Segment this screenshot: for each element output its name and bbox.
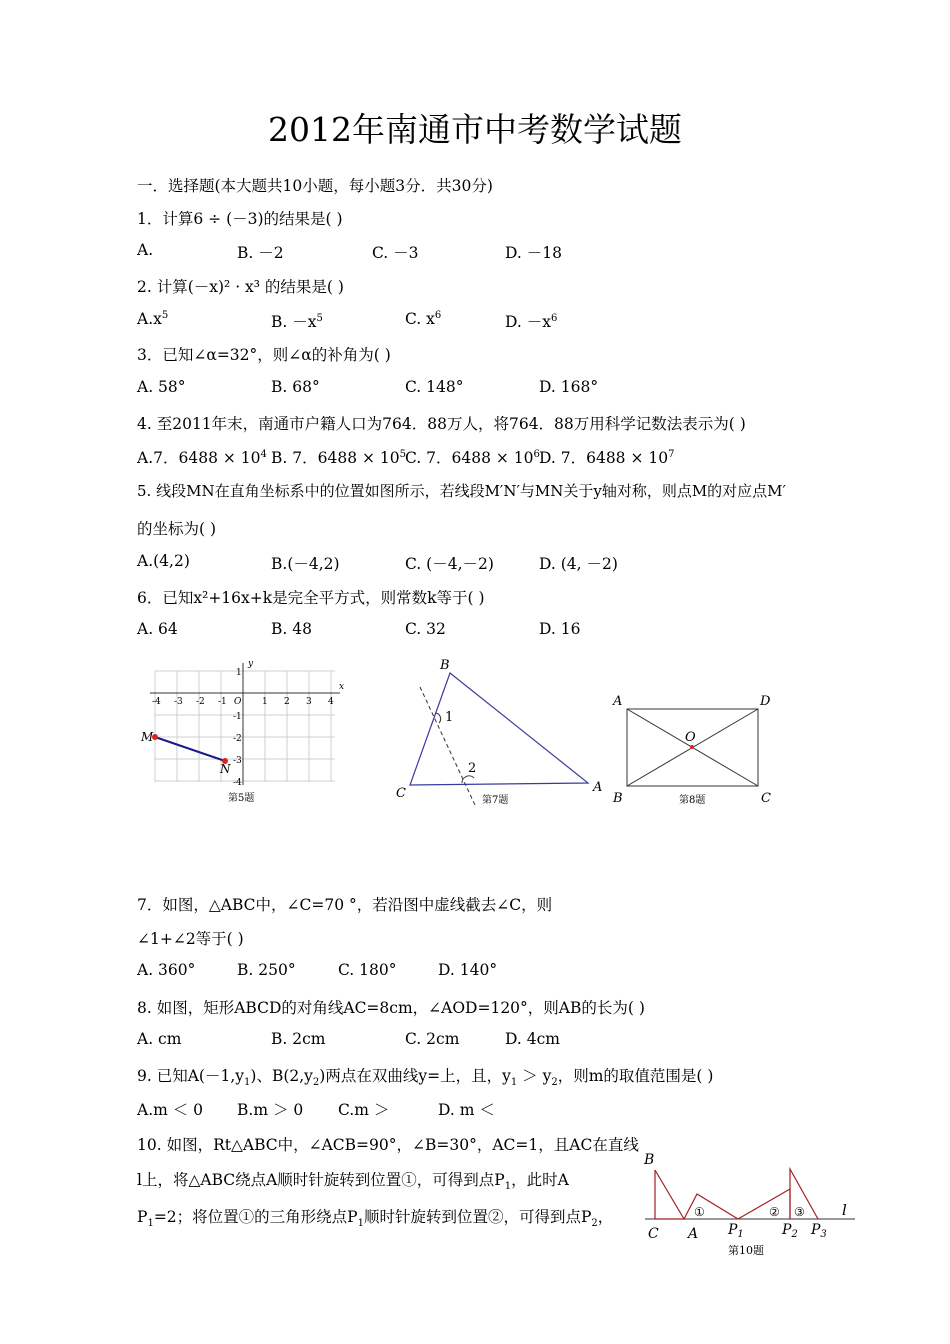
fig8-point-o bbox=[690, 745, 694, 749]
q4-stem: 4. 至2011年末，南通市户籍人口为764．88万人，将764．88万用科学记数法表示为( ) bbox=[137, 415, 746, 433]
q1-option-b: B. －2 bbox=[237, 244, 284, 262]
fig8-caption: 第8题 bbox=[679, 795, 706, 806]
q2-option-b: B. $-x^5$ bbox=[271, 312, 323, 331]
fig8-label-a: A bbox=[613, 694, 623, 709]
q3-option-d: D. 168° bbox=[539, 378, 599, 396]
q9-option-d: D. m ＜ bbox=[438, 1101, 495, 1119]
fig10-triangle-original bbox=[655, 1170, 684, 1219]
q2-option-a: $A.x^5$ bbox=[137, 310, 169, 329]
fig10-label-p3: $P_3$ bbox=[811, 1222, 827, 1240]
q7-option-d: D. 140° bbox=[438, 961, 498, 979]
fig10-label-l: l bbox=[842, 1201, 847, 1219]
q8-option-d: D. 4cm bbox=[505, 1030, 560, 1048]
q10-line3: $P_1=2$；将位置①的三角形绕点$P_1$顺时针旋转到位置②，可得到点$P_2$， bbox=[137, 1208, 614, 1230]
fig7-angle1-arc bbox=[436, 713, 441, 723]
fig5-x-tick: 3 bbox=[306, 697, 312, 707]
fig8-label-d: D bbox=[760, 694, 771, 709]
section-heading: 一．选择题(本大题共10小题，每小题3分．共30分) bbox=[137, 177, 493, 195]
q9-option-b: B.m ＞ 0 bbox=[237, 1101, 304, 1119]
q7-stem-line2: ∠1+∠2等于( ) bbox=[137, 930, 244, 948]
q5-option-d: D. (4, －2) bbox=[539, 555, 618, 573]
fig10-label-pos1: ① bbox=[694, 1205, 705, 1219]
fig10-triangle-pos2 bbox=[738, 1189, 790, 1219]
q1-stem: 1．计算6 ÷ (－3)的结果是( ) bbox=[137, 210, 343, 228]
q5-option-a: A.(4,2) bbox=[137, 552, 190, 570]
fig5-y-axis-label: y bbox=[248, 659, 254, 669]
fig7-label-b: B bbox=[440, 658, 450, 673]
fig7-angle2-arc bbox=[462, 776, 474, 783]
page-title: 2012年南通市中考数学试题 bbox=[268, 110, 682, 149]
fig10-label-a: A bbox=[688, 1226, 699, 1242]
q7-stem-line1: 7．如图，△ABC中，∠C=70 °，若沿图中虚线截去∠C，则 bbox=[137, 896, 553, 914]
fig5-y-tick: -2 bbox=[233, 734, 242, 744]
fig10-label-p1: $P_1$ bbox=[728, 1222, 744, 1240]
fig7-label-angle1: 1 bbox=[445, 710, 454, 725]
q9-option-a: A.m ＜ 0 bbox=[137, 1101, 204, 1119]
fig5-x-tick: -3 bbox=[174, 697, 183, 707]
figure-7-triangle bbox=[390, 655, 610, 810]
q3-option-c: C. 148° bbox=[405, 378, 464, 396]
figure-8-rectangle bbox=[605, 685, 785, 810]
q3-option-b: B. 68° bbox=[271, 378, 320, 396]
fig5-caption: 第5题 bbox=[228, 793, 255, 804]
q7-option-b: B. 250° bbox=[237, 961, 296, 979]
q1-option-a: A. bbox=[137, 241, 154, 259]
q6-option-c: C. 32 bbox=[405, 620, 446, 638]
fig5-x-tick: 4 bbox=[328, 697, 334, 707]
fig5-x-tick: -1 bbox=[218, 697, 227, 707]
fig8-label-b: B bbox=[613, 791, 623, 806]
fig10-label-pos2: ② bbox=[769, 1205, 780, 1219]
q2-option-d: D. $-x^6$ bbox=[505, 312, 558, 331]
q9-stem: 9. 已知$A(-1,y_1)$、$B(2,y_2)$两点在双曲线y=上，且，$y_1 > y_2$，则m的取值范围是( ) bbox=[137, 1067, 714, 1089]
fig7-label-c: C bbox=[396, 786, 406, 801]
q3-option-a: A. 58° bbox=[137, 378, 186, 396]
fig5-x-tick: 1 bbox=[262, 697, 268, 707]
fig5-origin-label: O bbox=[234, 697, 242, 707]
q10-line2: l上，将△ABC绕点A顺时针旋转到位置①，可得到点$P_1$，此时A bbox=[137, 1171, 569, 1193]
fig10-caption: 第10题 bbox=[728, 1244, 764, 1257]
fig5-y-tick: -4 bbox=[233, 778, 242, 788]
q1-option-d: D. －18 bbox=[505, 244, 562, 262]
fig10-label-p2: $P_2$ bbox=[782, 1222, 798, 1240]
q2-option-c: C. $x^6$ bbox=[405, 310, 442, 329]
q6-option-a: A. 64 bbox=[137, 620, 178, 638]
fig5-label-m: M bbox=[141, 730, 154, 744]
q5-stem-line2: 的坐标为( ) bbox=[137, 520, 217, 538]
fig5-y-tick: 1 bbox=[236, 668, 242, 678]
fig5-x-tick: -4 bbox=[152, 697, 161, 707]
q9-option-c: C.m ＞ bbox=[338, 1101, 390, 1119]
q6-option-b: B. 48 bbox=[271, 620, 312, 638]
q6-option-d: D. 16 bbox=[539, 620, 581, 638]
q4-option-a: A.7．$6488 \times 10^4$ bbox=[137, 448, 267, 467]
fig10-label-c: C bbox=[648, 1226, 659, 1242]
q4-option-b: B. 7．$6488 \times 10^5$ bbox=[271, 448, 406, 467]
q4-option-d: D. 7．$6488 \times 10^7$ bbox=[539, 448, 675, 467]
figure-5-grid bbox=[140, 655, 370, 810]
q6-stem: 6．已知x²+16x+k是完全平方式，则常数k等于( ) bbox=[137, 589, 485, 607]
fig5-x-tick: 2 bbox=[284, 697, 290, 707]
q7-option-a: A. 360° bbox=[137, 961, 196, 979]
q1-option-c: C. －3 bbox=[372, 244, 419, 262]
fig5-y-tick: -3 bbox=[233, 756, 242, 766]
fig10-label-b: B bbox=[644, 1152, 655, 1168]
q10-line1: 10. 如图，Rt△ABC中，∠ACB=90°，∠B=30°，AC=1，且AC在直线 bbox=[137, 1136, 639, 1154]
fig5-segment-mn bbox=[155, 737, 225, 761]
q7-option-c: C. 180° bbox=[338, 961, 397, 979]
q8-option-c: C. 2cm bbox=[405, 1030, 460, 1048]
fig8-label-c: C bbox=[761, 791, 771, 806]
fig5-y-tick: -1 bbox=[233, 712, 242, 722]
fig7-label-angle2: 2 bbox=[468, 761, 477, 776]
q8-option-b: B. 2cm bbox=[271, 1030, 326, 1048]
fig10-triangle-pos1 bbox=[684, 1194, 738, 1219]
fig10-label-pos3: ③ bbox=[794, 1205, 805, 1219]
fig5-label-n: N bbox=[220, 762, 231, 776]
fig7-cut-line bbox=[420, 687, 475, 805]
q4-option-c: C. 7．$6488 \times 10^6$ bbox=[405, 448, 540, 467]
q3-stem: 3．已知∠α=32°，则∠α的补角为( ) bbox=[137, 346, 391, 364]
fig7-caption: 第7题 bbox=[482, 795, 509, 806]
fig8-label-o: O bbox=[685, 730, 696, 745]
figure-10-rotations bbox=[630, 1142, 860, 1262]
fig7-label-a: A bbox=[593, 780, 603, 795]
q8-stem: 8. 如图，矩形ABCD的对角线AC=8cm，∠AOD=120°，则AB的长为( ) bbox=[137, 999, 645, 1017]
q8-option-a: A. cm bbox=[137, 1030, 182, 1048]
fig5-x-tick: -2 bbox=[196, 697, 205, 707]
fig5-x-axis-label: x bbox=[339, 682, 345, 692]
q5-option-c: C. (－4,－2) bbox=[405, 555, 494, 573]
q5-stem-line1: 5. 线段MN在直角坐标系中的位置如图所示，若线段M′N′与MN关于y轴对称，则点M的对应点M′ bbox=[137, 482, 786, 500]
q2-stem: 2. 计算(－x)² · x³ 的结果是( ) bbox=[137, 278, 344, 296]
fig7-triangle-abc bbox=[410, 673, 588, 785]
q5-option-b: B.(－4,2) bbox=[271, 555, 340, 573]
